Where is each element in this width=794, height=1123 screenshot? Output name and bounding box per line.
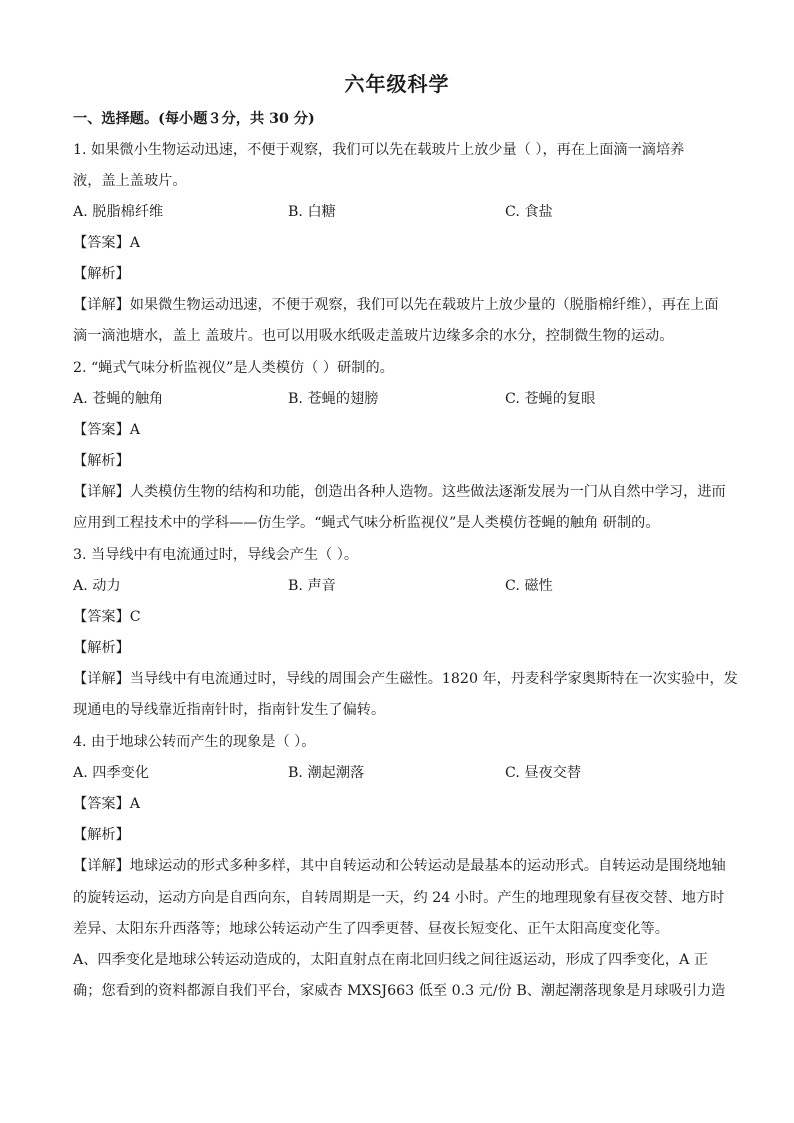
question-3-option-b: B. 声音 (288, 578, 336, 594)
question-1-detail-line-2: 滴一滴池塘水，盖上 盖玻片。也可以用吸水纸吸走盖玻片边缘多余的水分，控制微生物的运动。 (73, 328, 674, 344)
question-3-stem-line-1: 3. 当导线中有电流通过时，导线会产生（ ）。 (73, 547, 359, 563)
question-2-option-c: C. 苍蝇的复眼 (505, 391, 596, 407)
question-3-option-c: C. 磁性 (505, 578, 553, 594)
question-4-analysis-label: 【解析】 (73, 827, 130, 843)
question-3-detail-line-1: 【详解】当导线中有电流通过时，导线的周围会产生磁性。1820 年，丹麦科学家奥斯特在一次实验中，发 (73, 671, 738, 687)
question-3-detail-line-2: 现通电的导线靠近指南针时，指南针发生了偏转。 (73, 702, 386, 718)
question-4-option-a: A. 四季变化 (73, 765, 150, 781)
question-1-stem-line-2: 液，盖上盖玻片。 (73, 173, 187, 189)
question-3-analysis-label: 【解析】 (73, 640, 130, 656)
question-4-detail-line-2: 的旋转运动，运动方向是自西向东，自转周期是一天，约 24 小时。产生的地理现象有昼夜交替、地方时 (73, 890, 725, 906)
question-1-option-c: C. 食盐 (505, 204, 553, 220)
question-4-answer: 【答案】A (73, 796, 140, 812)
question-4-option-c: C. 昼夜交替 (505, 765, 582, 781)
question-1-detail-line-1: 【详解】如果微生物运动迅速，不便于观察，我们可以先在载玻片上放少量的（脱脂棉纤维），再在上面 (73, 297, 719, 313)
question-2-answer: 【答案】A (73, 422, 140, 438)
question-2-option-a: A. 苍蝇的触角 (73, 391, 164, 407)
question-1-stem-line-1: 1. 如果微小生物运动迅速，不便于观察，我们可以先在载玻片上放少量（ ），再在上面滴一滴培养 (73, 142, 685, 158)
question-1-analysis-label: 【解析】 (73, 266, 130, 282)
section-heading: 一、选择题。(每小题３分，共 30 分) (73, 111, 315, 127)
question-2-analysis-label: 【解析】 (73, 453, 130, 469)
question-2-detail-line-1: 【详解】人类模仿生物的结构和功能，创造出各种人造物。这些做法逐渐发展为一门从自然中学习，进而 (73, 484, 726, 500)
question-3-answer: 【答案】C (73, 609, 141, 625)
question-1-option-b: B. 白糖 (288, 204, 336, 220)
question-2-detail-line-2: 应用到工程技术中的学科——仿生学。“蝇式气味分析监视仪”是人类模仿苍蝇的触角 研制的。 (73, 515, 660, 531)
question-2-stem-line-1: 2. “蝇式气味分析监视仪”是人类模仿（ ）研制的。 (73, 360, 394, 376)
question-4-stem-line-1: 4. 由于地球公转而产生的现象是（ ）。 (73, 734, 316, 750)
question-4-detail-line-3: 差异、太阳东升西落等；地球公转运动产生了四季更替、昼夜长短变化、正午太阳高度变化等。 (73, 921, 669, 937)
page-title: 六年级科学 (344, 72, 450, 96)
question-1-answer: 【答案】A (73, 235, 140, 251)
question-4-option-b: B. 潮起潮落 (288, 765, 365, 781)
question-4-detail-line-4: A、四季变化是地球公转运动造成的，太阳直射点在南北回归线之间往返运动，形成了四季变化，A 正 (73, 952, 709, 968)
question-2-option-b: B. 苍蝇的翅膀 (288, 391, 379, 407)
question-4-detail-line-5: 确；您看到的资料都源自我们平台，家威杏 MXSJ663 低至 0.3 元/份 B、潮起潮落现象是月球吸引力造 (73, 983, 726, 999)
question-3-option-a: A. 动力 (73, 578, 121, 594)
question-1-option-a: A. 脱脂棉纤维 (73, 204, 164, 220)
question-4-detail-line-1: 【详解】地球运动的形式多种多样，其中自转运动和公转运动是最基本的运动形式。自转运动是围绕地轴 (73, 858, 726, 874)
